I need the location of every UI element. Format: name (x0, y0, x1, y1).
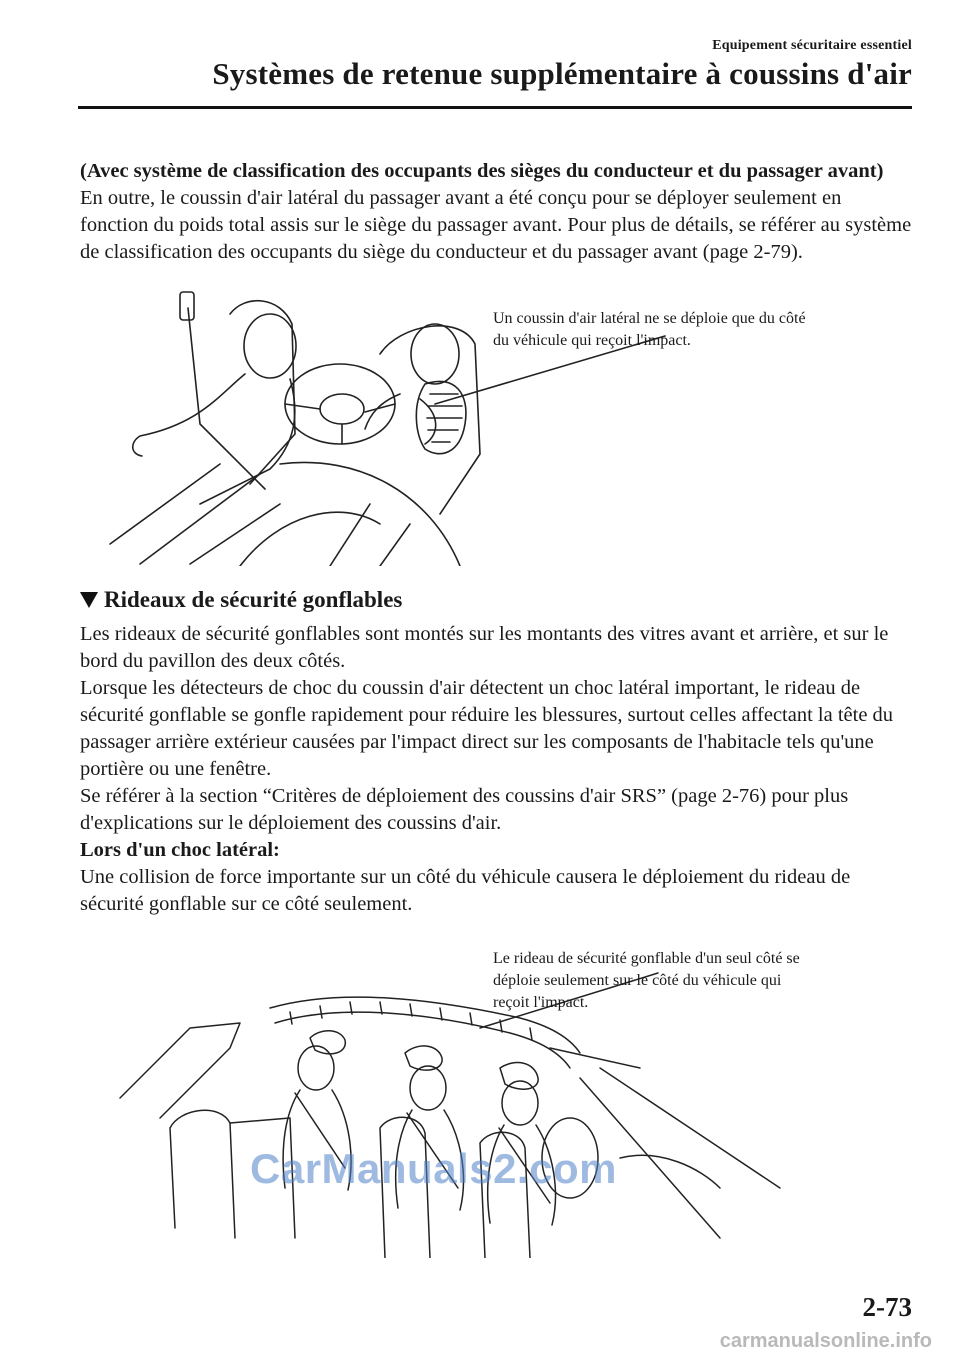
triangle-bullet-icon (80, 592, 98, 608)
main-content (80, 158, 912, 1258)
header-divider (78, 106, 912, 109)
side-airbag-figure (80, 284, 912, 566)
section-paragraph-4: Une collision de force importante sur un côté du véhicule causera le déploiement du rideau de sécurité gonflable sur ce côté seulement. (80, 866, 851, 915)
header-section-label: Equipement sécuritaire essentiel (712, 38, 912, 53)
footer-site-text: carmanualsonline.info (719, 1330, 932, 1352)
section-heading-text: Rideaux de sécurité gonflables (104, 587, 403, 612)
watermark-text: CarManuals2.com (250, 1145, 617, 1192)
page-title: Systèmes de retenue supplémentaire à coussins d'air (212, 56, 912, 91)
page-number: 2-73 (862, 1292, 912, 1322)
section-subheading: Lors d'un choc latéral: (80, 839, 280, 861)
intro-paragraph: En outre, le coussin d'air latéral du passager avant a été conçu pour se déployer seulement en fonction du poids total assis sur le siège du passager avant. Pour plus de détails, se référer au système de classification des occupants du siège du conducteur et du passager avant (page 2-79). (80, 187, 912, 263)
curtain-airbag-figure (80, 928, 912, 1258)
intro-heading: (Avec système de classification des occupants des sièges du conducteur et du passager avant) (80, 160, 884, 182)
figure2-caption: Le rideau de sécurité gonflable d'un seul côté se déploie seulement sur le côté du véhicule qui reçoit l'impact. (493, 950, 800, 1011)
section-paragraph-3: Se référer à la section “Critères de déploiement des coussins d'air SRS” (page 2-76) pour plus d'explications sur le déploiement des coussins d'air. (80, 785, 849, 834)
section-heading (80, 586, 912, 613)
section-paragraph-1: Les rideaux de sécurité gonflables sont montés sur les montants des vitres avant et arrière, et sur le bord du pavillon des deux côtés. (80, 623, 889, 672)
figure1-caption: Un coussin d'air latéral ne se déploie que du côté du véhicule qui reçoit l'impact. (493, 310, 806, 349)
section-paragraph-2: Lorsque les détecteurs de choc du coussin d'air détectent un choc latéral important, le rideau de sécurité gonflable se gonfle rapidement pour réduire les blessures, surtout celles affectant la tête du passager arrière extérieur causées par l'impact direct sur les composants de l'habitacle tels qu'une portière ou une fenêtre. (80, 677, 894, 780)
